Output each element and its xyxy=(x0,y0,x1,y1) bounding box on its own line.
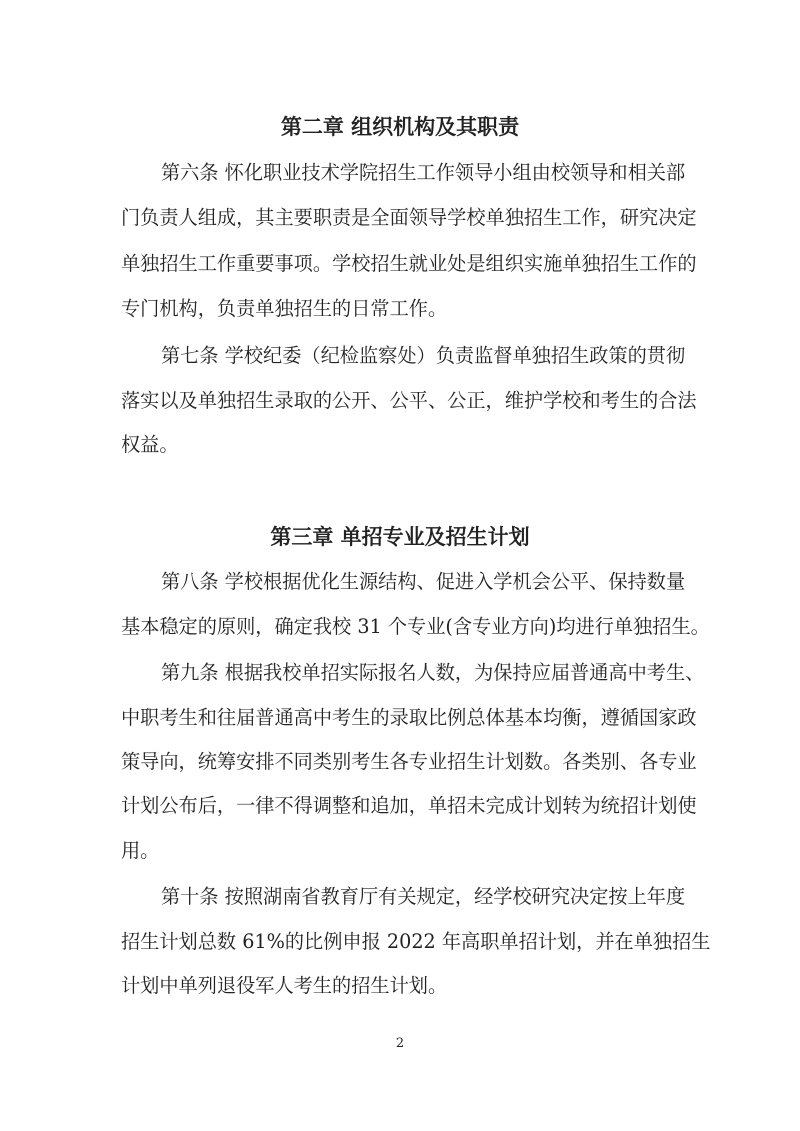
text-line: 中职考生和往届普通高中考生的录取比例总体基本均衡，遵循国家政 xyxy=(121,706,697,729)
text-line: 招生计划总数 61%的比例申报 2022 年高职单招计划，并在单独招生 xyxy=(121,930,711,953)
text-line: 专门机构，负责单独招生的日常工作。 xyxy=(121,297,448,320)
text-line: 第十条 按照湖南省教育厅有关规定，经学校研究决定按上年度 xyxy=(161,885,686,908)
text-line: 计划公布后，一律不得调整和追加，单招未完成计划转为统招计划使 xyxy=(121,794,697,817)
text-line: 计划中单列退役军人考生的招生计划。 xyxy=(121,974,448,997)
text-line: 第六条 怀化职业技术学院招生工作领导小组由校领导和相关部 xyxy=(161,161,686,184)
text-line: 门负责人组成，其主要职责是全面领导学校单独招生工作，研究决定 xyxy=(121,206,697,229)
text-line: 权益。 xyxy=(121,433,179,456)
text-line: 第八条 学校根据优化生源结构、促进入学机会公平、保持数量 xyxy=(161,570,686,593)
chapter-2-title: 第二章 组织机构及其职责 xyxy=(280,115,520,139)
text-line: 策导向，统筹安排不同类别考生各专业招生计划数。各类别、各专业 xyxy=(121,750,697,773)
text-line: 第七条 学校纪委（纪检监察处）负责监督单独招生政策的贯彻 xyxy=(161,344,686,367)
text-line: 落实以及单独招生录取的公开、公平、公正，维护学校和考生的合法 xyxy=(121,389,697,412)
chapter-3-title: 第三章 单招专业及招生计划 xyxy=(270,525,530,549)
text-line: 基本稳定的原则，确定我校 31 个专业(含专业方向)均进行单独招生。 xyxy=(121,615,710,638)
page-number: 2 xyxy=(395,1036,405,1051)
text-line: 第九条 根据我校单招实际报名人数，为保持应届普通高中考生、 xyxy=(161,661,705,684)
text-line: 单独招生工作重要事项。学校招生就业处是组织实施单独招生工作的 xyxy=(121,252,697,275)
text-line: 用。 xyxy=(121,839,160,862)
